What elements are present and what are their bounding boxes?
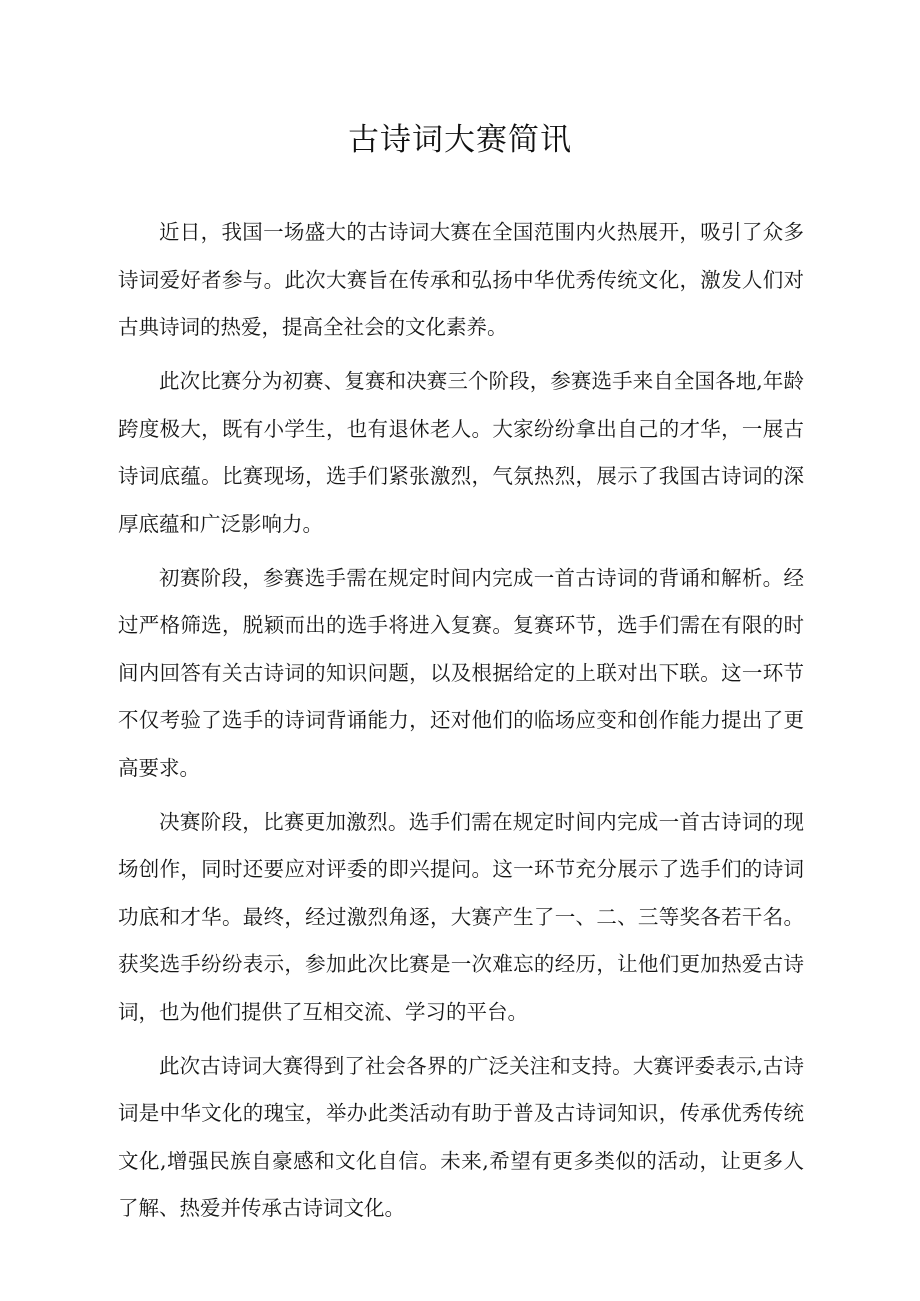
paragraph-final: 决赛阶段，比赛更加激烈。选手们需在规定时间内完成一首古诗词的现场创作，同时还要应对评委的即兴提问。这一环节充分展示了选手们的诗词功底和才华。最终，经过激烈角逐，大赛产生了一、二、三等奖各若干名。获奖选手纷纷表示，参加此次比赛是一次难忘的经历，让他们更加热爱古诗词，也为他们提供了互相交流、学习的平台。 <box>118 809 804 1024</box>
paragraph-preliminary: 初赛阶段，参赛选手需在规定时间内完成一首古诗词的背诵和解析。经过严格筛选，脱颖而出的选手将进入复赛。复赛环节，选手们需在有限的时间内回答有关古诗词的知识问题，以及根据给定的上联对出下联。这一环节不仅考验了选手的诗词背诵能力，还对他们的临场应变和创作能力提出了更高要求。 <box>118 565 804 780</box>
paragraph-intro: 近日，我国一场盛大的古诗词大赛在全国范围内火热展开，吸引了众多诗词爱好者参与。此次大赛旨在传承和弘扬中华优秀传统文化，激发人们对古典诗词的热爱，提高全社会的文化素养。 <box>118 220 804 339</box>
paragraph-stages: 此次比赛分为初赛、复赛和决赛三个阶段，参赛选手来自全国各地,年龄跨度极大，既有小学生，也有退休老人。大家纷纷拿出自己的才华，一展古诗词底蕴。比赛现场，选手们紧张激烈，气氛热烈，展示了我国古诗词的深厚底蕴和广泛影响力。 <box>118 369 804 536</box>
document-title: 古诗词大赛简讯 <box>348 122 572 158</box>
paragraph-conclusion: 此次古诗词大赛得到了社会各界的广泛关注和支持。大赛评委表示,古诗词是中华文化的瑰宝，举办此类活动有助于普及古诗词知识，传承优秀传统文化,增强民族自豪感和文化自信。未来,希望有更多类似的活动，让更多人了解、热爱并传承古诗词文化。 <box>118 1053 804 1220</box>
document-body <box>118 209 804 1239</box>
